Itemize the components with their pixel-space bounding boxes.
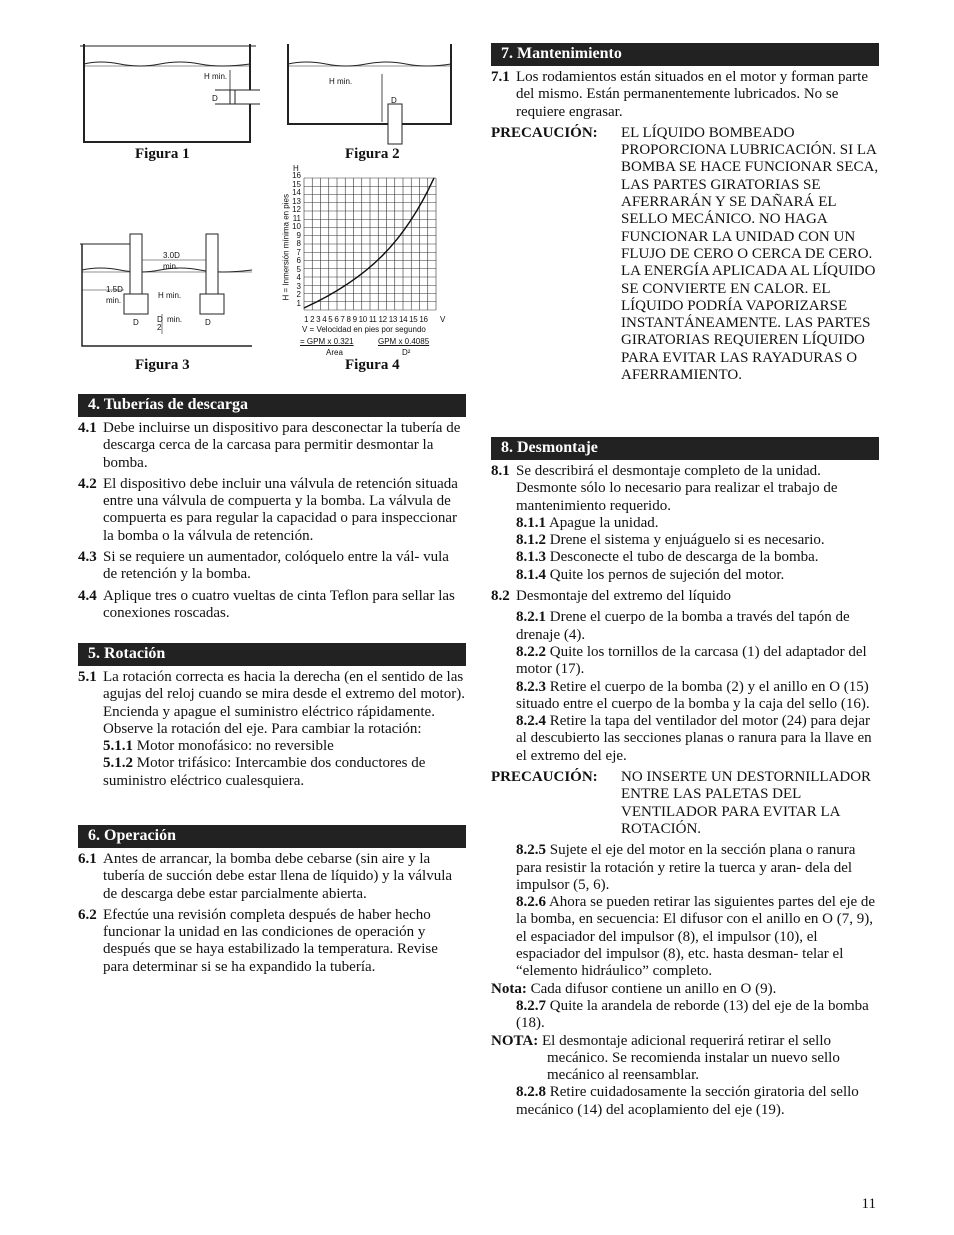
formula-2-numerator: GPM x 0.4085 [378,337,430,346]
figure-2-caption: Figura 2 [345,146,400,162]
item-8-1: 8.1 Se describirá el desmontaje completo de la unidad. Desmonte sólo lo necesario para realizar el trabajo de mantenimiento requerido. [491,463,838,514]
formula-2-denominator: D² [402,348,411,357]
formula-1-denominator: Area [326,348,343,357]
graph-y-tick: 5 [296,264,301,274]
fig3-3d-label: 3.0D [163,251,180,260]
section-8 [491,437,879,1119]
graph-y-ticks [289,172,301,308]
fig3-min-label-2: min. [106,296,122,305]
fig3-d-label-1: D [133,318,139,327]
section-4 [78,394,466,622]
figure-1-caption: Figura 1 [135,146,190,162]
graph-y-tick: 16 [292,171,301,180]
fig1-d-label: D [212,94,218,103]
note-2: NOTA: El desmontaje adicional requerirá retirar el sello mecánico. Se recomienda instalar un nuevo sello mecánico al reensamblar. [491,1032,840,1084]
fig3-d-label-2: D [205,318,211,327]
graph-h-label: H [293,164,299,173]
section-7-heading: 7. Mantenimiento [491,43,879,66]
item-4-3: 4.3 Si se requiere un aumentador, colóquelo entre la vál- vula de retención y la bomba. [78,549,449,583]
graph-y-tick: 9 [296,230,301,240]
graph-y-tick: 14 [292,188,301,197]
item-6-1: 6.1 Antes de arrancar, la bomba debe cebarse (sin aire y la tubería de succión debe estar llena de líquido) y la válvula de descarga debe estar parcialmente abierta. [78,851,453,902]
formula-1-numerator: = GPM x 0.321 [300,337,354,346]
figure-4-graph [302,176,438,316]
item-8-1-3: 8.1.3 Desconecte el tubo de descarga de la bomba. [516,549,819,566]
graph-y-tick: 1 [296,298,301,308]
section-6 [78,825,466,976]
item-7-1: 7.1 Los rodamientos están situados en el motor y forman parte del mismo. Están permanentemente lubricados. No se requiere engrasar. [491,69,868,120]
graph-x-axis-label: V = Velocidad en pies por segundo [302,325,426,334]
item-4-4: 4.4 Aplique tres o cuatro vueltas de cinta Teflon para sellar las conexiones roscadas. [78,587,455,621]
note-1: Nota: Cada difusor contiene un anillo en O (9). [491,980,777,997]
item-4-2: 4.2 El dispositivo debe incluir una válvula de retención situada entre una válvula de compuerta y la bomba. La válvula de compuerta es para regular la capacidad o para inspeccionar la bomba o la válvula de retención. [78,475,458,544]
figure-2-diagram [286,44,456,146]
graph-y-tick: 6 [296,256,301,265]
section-8-heading: 8. Desmontaje [491,437,879,460]
section-5 [78,643,466,790]
item-8-1-2: 8.1.2 Drene el sistema y enjuáguelo si es necesario. [516,532,825,549]
graph-y-tick: 4 [296,273,301,282]
fig3-two-label: 2 [157,323,162,332]
graph-y-tick: 11 [292,213,301,223]
graph-y-tick: 3 [296,281,301,291]
fig3-hmin-label: H min. [158,291,182,300]
fig2-d-label: D [391,96,397,105]
item-8-2-6: 8.2.6 Ahora se pueden retirar las siguientes partes del eje de la bomba, en secuencia: El difusor con el anillo en O (7, 9), el espaciador del impulsor (8), el impulsor (10), el espaciador del impulsor (8), etc. hasta desman- telar el “elemento hidráulico” completo. [516,894,876,980]
item-8-2-5: 8.2.5 Sujete el eje del motor en la sección plana o ranura para resistir la rotación y retire la tuerca y aran- dela del impulsor (5, 6). [516,842,856,893]
graph-v-label: V [440,315,446,324]
item-5-1: 5.1 La rotación correcta es hacia la derecha (en el sentido de las agujas del reloj cuando se mira desde el extremo del motor). Encienda y apague el suministro eléctrico rápidamente. Observe la rotación del eje. Para cambiar la rotación: [78,669,465,737]
graph-y-tick: 13 [292,196,301,206]
fig3-1-5d-label: 1.5D [106,285,123,294]
fig2-hmin-label: H min. [329,77,353,86]
item-5-1-2: 5.1.2 Motor trifásico: Intercambie dos conductores de suministro eléctrico cualesquiera. [103,755,426,789]
item-8-2-3: 8.2.3 Retire el cuerpo de la bomba (2) y el anillo en O (15) situado entre el cuerpo de la bomba y la caja del sello (16). [516,678,870,712]
graph-x-ticks: 1 2 3 4 5 6 7 8 9 10 11 12 13 14 15 16 [304,315,428,324]
item-8-2: 8.2 Desmontaje del extremo del líquido [491,588,731,605]
page-number: 11 [861,1196,876,1212]
item-5-1-1: 5.1.1 Motor monofásico: no reversible [103,738,334,755]
caution-7: PRECAUCIÓN: EL LÍQUIDO BOMBEADO PROPORCIONA LUBRICACIÓN. SI LA BOMBA SE HACE FUNCIONAR SECA, LAS PARTES GIRATORIAS SE AFERRARÁN Y SE DAÑARÁ EL SELLO MECÁNICO. NO HAGA FUNCIONAR LA UNIDAD CON UN FLUJO DE CERO O CERCA DE CERO. LA ENERGÍA APLICADA AL LÍQUIDO SE CONVIERTE EN CALOR. EL LÍQUIDO PODRÍA VAPORIZARSE INSTANTÁNEAMENTE. LAS PARTES GIRATORIAS REQUIEREN LÍQUIDO PARA EVITAR LAS RAYADURAS O AFERRAMIENTO. [491,124,879,384]
graph-y-tick: 2 [296,290,301,299]
item-8-1-4: 8.1.4 Quite los pernos de sujeción del motor. [516,566,785,583]
fig3-min-label-3: min. [167,315,183,324]
graph-y-tick: 10 [292,222,301,231]
fig1-hmin-label: H min. [204,72,228,81]
figure-1-diagram [80,44,260,146]
item-8-2-4: 8.2.4 Retire la tapa del ventilador del motor (24) para dejar al descubierto las secciones planas o ranura para la llave en el extremo del eje. [516,713,872,764]
fig3-min-label: min. [163,262,179,271]
item-8-2-8: 8.2.8 Retire cuidadosamente la sección giratoria del sello mecánico (14) del acoplamiento del eje (19). [516,1084,859,1118]
graph-y-tick: 8 [296,239,301,248]
caution-8: PRECAUCIÓN: NO INSERTE UN DESTORNILLADOR ENTRE LAS PALETAS DEL VENTILADOR PARA EVITAR LA ROTACIÓN. [491,769,872,837]
figure-4-caption: Figura 4 [345,357,400,373]
item-8-2-1: 8.2.1 Drene el cuerpo de la bomba a través del tapón de drenaje (4). [516,609,850,643]
item-8-2-2: 8.2.2 Quite los tornillos de la carcasa (1) del adaptador del motor (17). [516,643,867,678]
section-6-heading: 6. Operación [78,825,466,848]
item-6-2: 6.2 Efectúe una revisión completa después de haber hecho funcionar la unidad en las condiciones de operación y después que se haya estabilizado la temperatura. Revise para determinar si se ha expandido la tubería. [78,906,438,975]
graph-y-tick: 15 [292,179,301,189]
section-4-heading: 4. Tuberías de descarga [78,394,466,417]
graph-y-tick: 7 [296,247,301,257]
item-8-2-7: 8.2.7 Quite la arandela de reborde (13) del eje de la bomba (18). [516,997,869,1032]
figure-3-caption: Figura 3 [135,357,190,373]
section-5-heading: 5. Rotación [78,643,466,666]
item-4-1: 4.1 Debe incluirse un dispositivo para desconectar la tubería de descarga cerca de la carcasa para permitir desmontar la bomba. [78,420,461,471]
section-7 [491,43,879,384]
graph-y-axis-label: H = Inmersión mínima en pies [281,194,291,301]
fig3-d2-label: D [157,315,163,324]
item-8-1-1: 8.1.1 Apague la unidad. [516,514,659,531]
graph-y-tick: 12 [292,205,301,214]
